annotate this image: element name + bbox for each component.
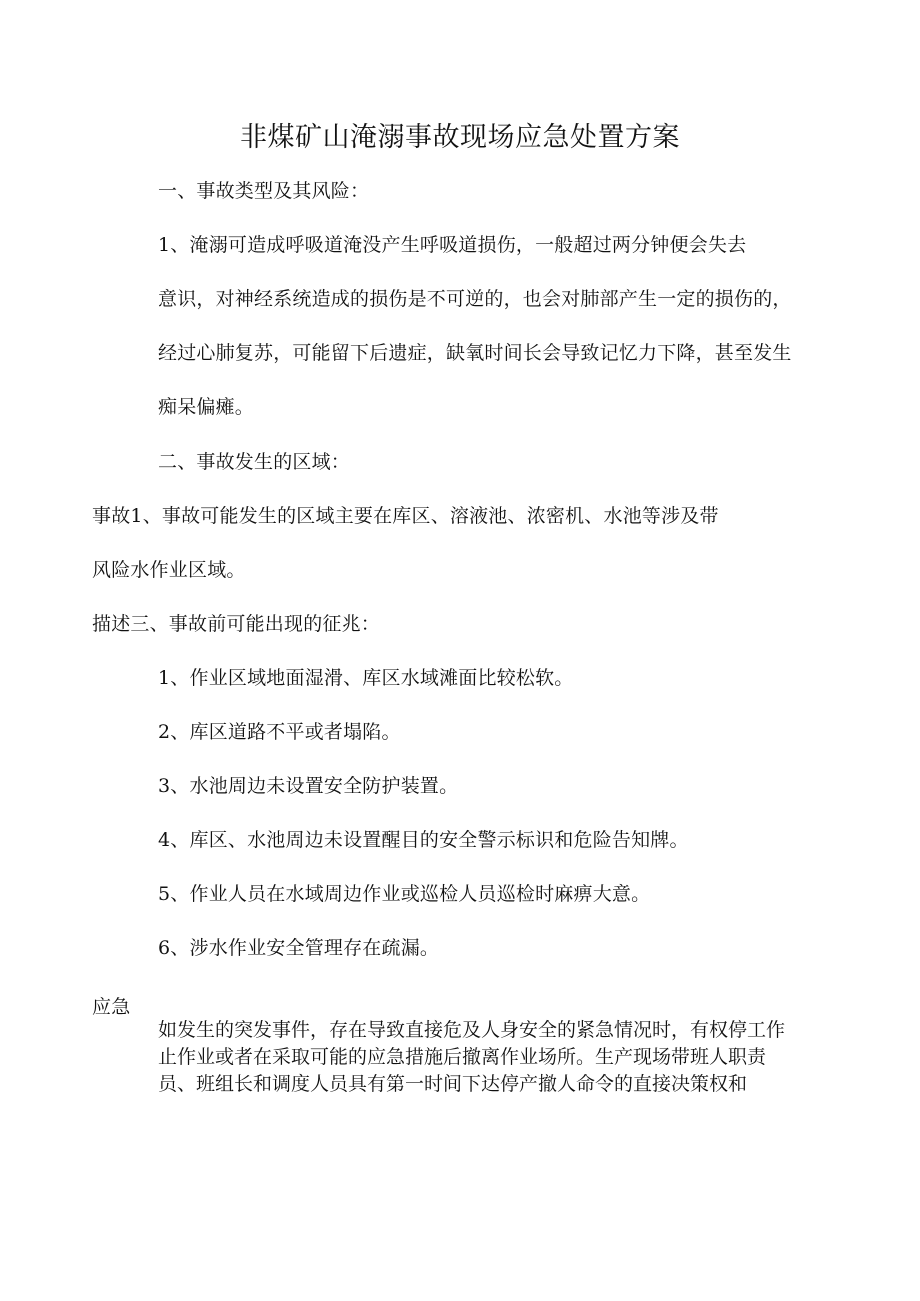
list-item: 3、水池周边未设置安全防护装置。 bbox=[158, 775, 459, 797]
paragraph-line: 痴呆偏瘫。 bbox=[158, 396, 255, 418]
paragraph-line: 风险水作业区域。 bbox=[92, 559, 246, 581]
section-heading-area: 二、事故发生的区域： bbox=[158, 451, 351, 473]
paragraph-line: 1、淹溺可造成呼吸道淹没产生呼吸道损伤，一般超过两分钟便会失去 bbox=[158, 234, 747, 256]
document-title: 非煤矿山淹溺事故现场应急处置方案 bbox=[240, 122, 680, 153]
paragraph-line: 如发生的突发事件，存在导致直接危及人身安全的紧急情况时，有权停工作 bbox=[158, 1019, 786, 1041]
paragraph-line: 止作业或者在采取可能的应急措施后撤离作业场所。生产现场带班人职责 bbox=[158, 1046, 767, 1068]
list-item: 4、库区、水池周边未设置醒目的安全警示标识和危险告知牌。 bbox=[158, 829, 689, 851]
emergency-paragraph bbox=[158, 1017, 838, 1098]
paragraph-line: 经过心肺复苏，可能留下后遗症，缺氧时间长会导致记忆力下降，甚至发生 bbox=[158, 342, 792, 364]
section-label-emergency: 应急 bbox=[92, 996, 131, 1018]
paragraph-line: 员、班组长和调度人员具有第一时间下达停产撤人命令的直接决策权和 bbox=[158, 1073, 748, 1095]
paragraph-line: 意识，对神经系统造成的损伤是不可逆的，也会对肺部产生一定的损伤的， bbox=[158, 288, 792, 310]
list-item: 5、作业人员在水域周边作业或巡检人员巡检时麻痹大意。 bbox=[158, 883, 651, 905]
section-heading-signs: 描述三、事故前可能出现的征兆： bbox=[92, 613, 381, 635]
paragraph-line: 事故1、事故可能发生的区域主要在库区、溶液池、浓密机、水池等涉及带 bbox=[92, 505, 719, 527]
list-item: 2、库区道路不平或者塌陷。 bbox=[158, 721, 401, 743]
section-heading-risk: 一、事故类型及其风险： bbox=[158, 180, 370, 202]
list-item: 1、作业区域地面湿滑、库区水域滩面比较松软。 bbox=[158, 667, 574, 689]
list-item: 6、涉水作业安全管理存在疏漏。 bbox=[158, 937, 440, 959]
